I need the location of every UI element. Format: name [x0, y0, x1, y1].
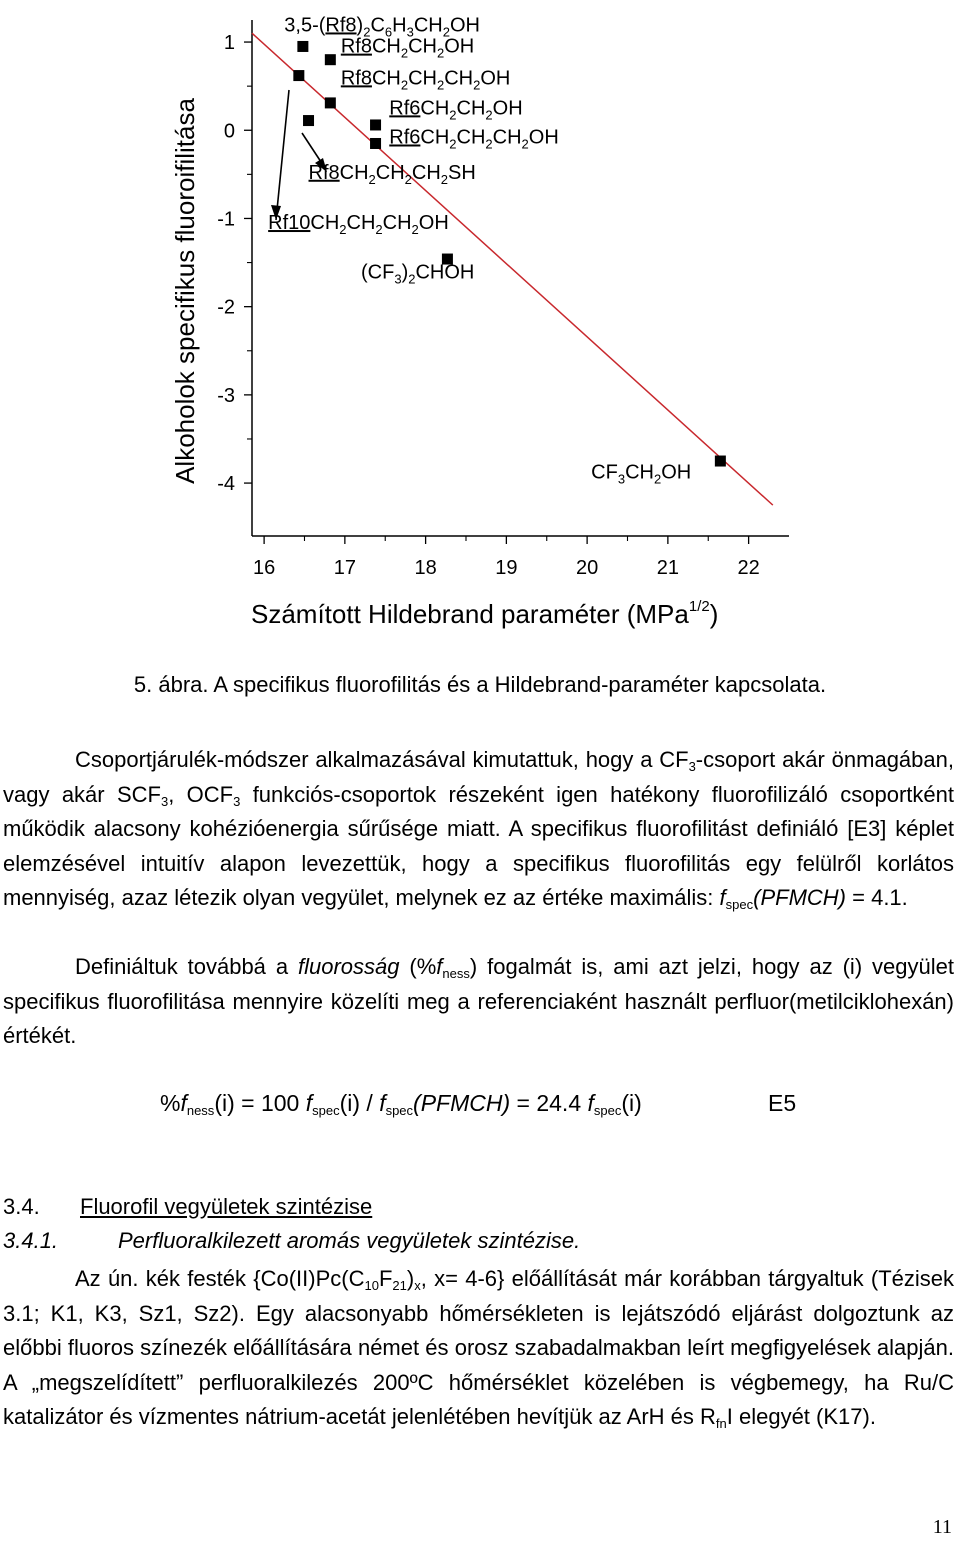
page-number: 11	[932, 1516, 952, 1538]
label-subscript: 2	[521, 136, 529, 152]
label-text: (CF	[361, 261, 395, 284]
x-tick-label: 18	[414, 557, 437, 579]
label-subscript: 2	[400, 45, 409, 61]
arrow-rf10	[276, 90, 289, 220]
x-tick-label: 16	[252, 557, 276, 579]
figure-caption: 5. ábra. A specifikus fluorofilitás és a Hildebrand-paraméter kapcsolata.	[133, 672, 827, 697]
label-text: CH	[346, 212, 376, 235]
label-subscript: 2	[653, 471, 662, 487]
x-axis-label-main: Számított Hildebrand paraméter (MPa	[251, 599, 689, 629]
arrows	[271, 90, 327, 220]
point-label	[341, 36, 474, 61]
y-axis-label	[170, 98, 200, 484]
x-axis-label	[251, 598, 718, 629]
label-text: CHOH	[415, 261, 475, 284]
label-text: Rf8	[340, 67, 372, 90]
label-text: CH	[382, 212, 412, 235]
x-axis-label-sup: 1/2	[688, 598, 710, 615]
label-subscript: 2	[449, 107, 457, 123]
chart	[0, 0, 960, 660]
label-text: )	[401, 261, 409, 284]
label-text: CH	[375, 161, 405, 184]
section-title: Fluorofil vegyületek szintézise	[80, 1194, 373, 1219]
y-tick-label: -4	[217, 473, 235, 496]
label-text: C	[370, 14, 385, 37]
equation-label: E5	[768, 1090, 797, 1116]
label-text: Rf10	[268, 212, 311, 235]
y-tick-label: 1	[223, 32, 235, 55]
x-tick-label: 21	[656, 557, 679, 579]
x-tick-label: 20	[575, 557, 599, 579]
label-text: CH	[420, 97, 450, 120]
label-text: OH	[480, 67, 511, 90]
label-subscript: 2	[411, 222, 419, 238]
label-text: CH	[456, 126, 486, 149]
label-text: OH	[449, 14, 480, 37]
label-text: OH	[418, 212, 449, 235]
label-subscript: 2	[408, 271, 416, 287]
label-subscript: 2	[363, 24, 371, 40]
data-point	[293, 70, 304, 81]
label-text: OH	[444, 35, 475, 58]
point-label	[389, 97, 522, 122]
label-text: CH	[310, 212, 340, 235]
point-label	[361, 261, 474, 286]
label-text: H	[392, 14, 407, 37]
data-point	[297, 41, 308, 52]
point-label	[341, 67, 511, 92]
label-text: CH	[371, 67, 401, 90]
data-point	[715, 456, 726, 467]
data-point	[303, 115, 314, 126]
x-tick-label: 19	[495, 557, 518, 579]
label-subscript: 2	[436, 77, 445, 93]
x-axis-label-end: )	[709, 599, 719, 629]
label-subscript: 2	[436, 45, 445, 61]
x-tick-label: 17	[333, 557, 356, 579]
paragraph-2: Definiáltuk továbbá a fluorosság $(\%f_{ness})$ fogalmát is, ami azt jelzi, hogy az (i) vegyület specifikus fluorofilitása mennyire közelíti meg a referenciaként használt perfluor(metilciklohexán) értékét.	[3, 954, 954, 1048]
subsection-number: 3.4.1.	[3, 1228, 59, 1253]
label-text: CH	[413, 14, 443, 37]
label-subscript: 2	[404, 171, 412, 187]
label-subscript: 2	[400, 77, 409, 93]
point-label	[591, 462, 691, 487]
label-subscript: 3	[394, 271, 402, 287]
label-text: CH	[444, 67, 474, 90]
label-subscript: 2	[485, 136, 493, 152]
label-text: Rf8	[340, 35, 372, 58]
label-text: )	[356, 14, 364, 37]
label-subscript: 2	[440, 171, 449, 187]
label-text: CH	[420, 126, 450, 149]
label-text: CH	[408, 35, 437, 58]
label-text: CH	[371, 35, 401, 58]
data-point	[370, 138, 381, 149]
point-labels	[268, 14, 691, 486]
label-text: Rf8	[308, 161, 340, 184]
label-text: Rf6	[389, 126, 421, 149]
paragraph-1: Csoportjárulék-módszer alkalmazásával kimutattuk, hogy a $CF_3$-csoport akár önmagában, vagy akár $SCF_3$, $OCF_3$ funkciós-csoportok részeként igen hatékony fluorofilizáló csoportként működik alacsony kohézióenergia sűrűsége miatt. A specifikus fluorofilitást definiáló [E3] képlet elemzésével intuitív alapon levezettük, hogy a specifikus fluorofilitás egy felülről korlátos mennyiség, azaz létezik olyan vegyület, melynek ez az értéke maximális: $f_{spec}(PFMCH) = 4.1$.	[3, 747, 954, 912]
label-subscript: 2	[442, 24, 450, 40]
y-tick-label: -1	[217, 208, 235, 231]
label-subscript: 2	[473, 77, 481, 93]
equation-e5: $\%f_{ness}(i) = 100$ $f_{spec}(i)$ / $f_{spec}(PFMCH) = 24.4$ $f_{spec}(i)$	[160, 1090, 642, 1118]
x-tick-label: 22	[737, 557, 760, 579]
label-subscript: 2	[485, 107, 493, 123]
y-tick-label: 0	[223, 120, 235, 143]
label-text: CH	[339, 161, 369, 184]
y-axis-label-text: Alkoholok specifikus fluoroifilitása	[170, 98, 200, 484]
section-number: 3.4.	[3, 1194, 40, 1219]
label-text: CH	[625, 461, 654, 484]
label-text: OH	[528, 126, 559, 149]
label-subscript: 3	[617, 471, 626, 487]
point-label	[389, 126, 559, 151]
label-text: OH	[661, 461, 692, 484]
label-subscript: 2	[449, 136, 457, 152]
label-subscript: 6	[384, 24, 393, 40]
label-text: CH	[456, 97, 486, 120]
y-tick-label: -2	[217, 296, 235, 319]
data-point	[325, 54, 336, 65]
point-label	[268, 212, 449, 237]
label-text: CF	[591, 461, 618, 484]
point-label	[309, 162, 476, 187]
label-text: CH	[492, 126, 522, 149]
label-subscript: 2	[368, 171, 376, 187]
label-text: Rf6	[389, 97, 421, 120]
label-text: OH	[492, 97, 523, 120]
label-text: CH	[408, 67, 437, 90]
label-subscript: 2	[339, 222, 347, 238]
label-text: 3,5-(	[284, 14, 326, 37]
label-subscript: 3	[406, 24, 414, 40]
subsection-title: Perfluoralkilezett aromás vegyületek szintézise.	[118, 1228, 581, 1253]
label-subscript: 2	[375, 222, 383, 238]
label-text: Rf8	[325, 14, 357, 37]
y-tick-label: -3	[217, 384, 235, 407]
paragraph-3: Az ún. kék festék {$Co(II)Pc(C_{10}F_{21})_x$, x= 4-6} előállítását már korábban tárgyaltuk (Tézisek 3.1; K1, K3, Sz1, Sz2). Egy alacsonyabb hőmérsékleten is lejátszódó eljárást dolgoztunk az előbbi fluoros színezék előállítására német és orosz szabadalmakban leírt megfigyelések alapján. A „megszelídített” perfluoralkilezés 200ºC hőmérséklet közelében is végbemegy, ha Ru/C katalizátor és vízmentes nátrium-acetát jelenlétében hevítjük az ArH és $R_{fn}I$ elegyét (K17).	[3, 1266, 954, 1431]
label-text: CH	[411, 161, 441, 184]
data-point	[325, 97, 336, 108]
label-text: SH	[448, 161, 476, 184]
data-point	[370, 119, 381, 130]
